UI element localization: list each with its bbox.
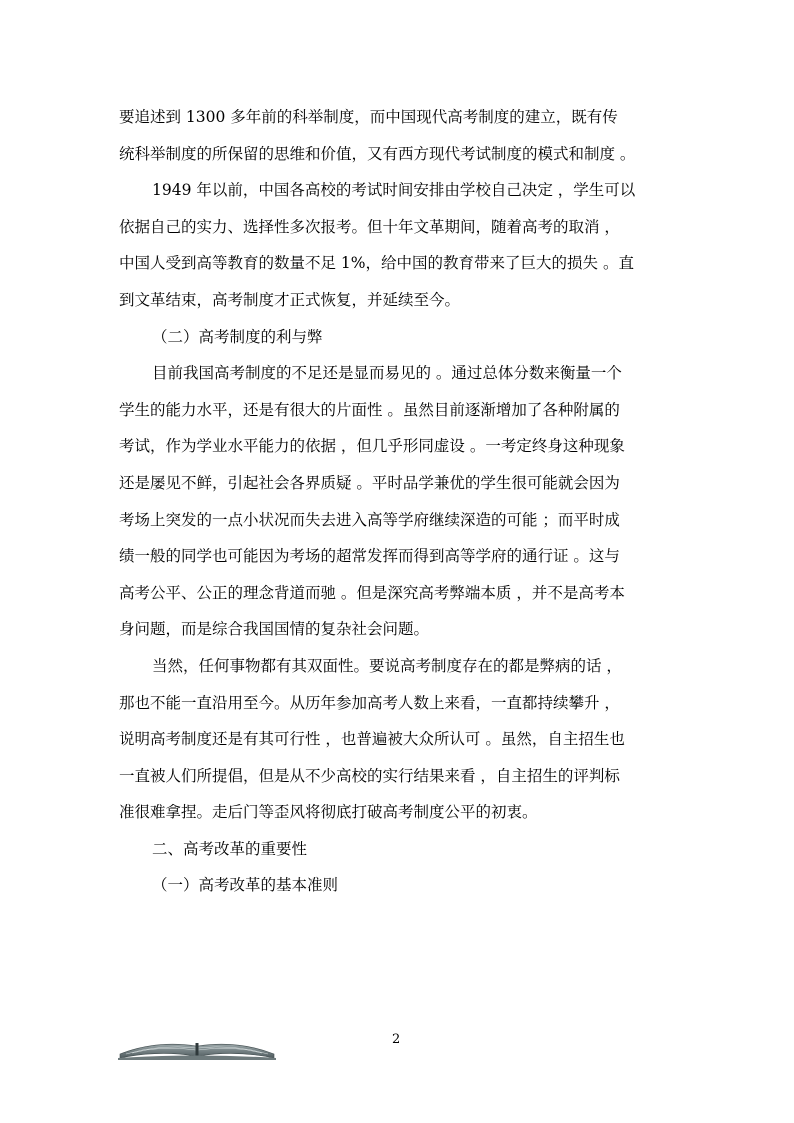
paragraph-line: 还是屡见不鲜，引起社会各界质疑 。平时品学兼优的学生很可能就会因为 (119, 473, 620, 492)
paragraph-line: 说明高考制度还是有其可行性 ，也普遍被大众所认可 。虽然，自主招生也 (119, 730, 625, 749)
paragraph-line: 统科举制度的所保留的思维和价值，又有西方现代考试制度的模式和制度 。 (119, 144, 636, 163)
page-number: 2 (392, 1032, 401, 1047)
paragraph-line: 1949 年以前，中国各高校的考试时间安排由学校自己决定 ，学生可以 (152, 181, 636, 200)
paragraph-line: 依据自己的实力、选择性多次报考。但十年文革期间，随着高考的取消 ， (119, 217, 620, 236)
subsection-heading: （一）高考改革的基本准则 (152, 876, 339, 895)
page-footer (0, 1030, 794, 1070)
paragraph-line: 绩一般的同学也可能因为考场的超常发挥而得到高等学府的通行证 。这与 (119, 547, 620, 566)
paragraph-line: 身问题，而是综合我国国情的复杂社会问题。 (119, 620, 430, 639)
paragraph-line: 当然，任何事物都有其双面性。要说高考制度存在的都是弊病的话 ， (152, 656, 622, 675)
paragraph-line: 高考公平、公正的理念背道而驰 。但是深究高考弊端本质 ，并不是高考本 (119, 583, 625, 602)
section-heading: （二）高考制度的利与弊 (152, 327, 323, 346)
paragraph-line: 那也不能一直沿用至今。从历年参加高考人数上来看，一直都持续攀升 ， (119, 693, 620, 712)
paragraph-line: 目前我国高考制度的不足还是显而易见的 。通过总体分数来衡量一个 (152, 364, 622, 383)
section-heading: 二、高考改革的重要性 (152, 839, 308, 858)
paragraph-line: 一直被人们所提倡，但是从不少高校的实行结果来看 ，自主招生的评判标 (119, 766, 620, 785)
paragraph-line: 要追述到 1300 多年前的科举制度，而中国现代高考制度的建立，既有传 (119, 108, 618, 126)
paragraph-line: 学生的能力水平，还是有很大的片面性 。虽然目前逐渐增加了各种附属的 (119, 400, 620, 419)
paragraph-line: 考场上突发的一点小状况而失去进入高等学府继续深造的可能 ；而平时成 (119, 510, 620, 529)
document-body (119, 99, 685, 904)
open-book-icon (116, 1034, 278, 1060)
paragraph-line: 准很难拿捏。走后门等歪风将彻底打破高考制度公平的初衷。 (119, 803, 538, 822)
paragraph-line: 到文革结束，高考制度才正式恢复，并延续至今。 (119, 290, 461, 309)
paragraph-line: 中国人受到高等教育的数量不足 1%，给中国的教育带来了巨大的损失 。直 (119, 254, 634, 273)
paragraph-line: 考试，作为学业水平能力的依据 ，但几乎形同虚设 。一考定终身这种现象 (119, 437, 625, 456)
